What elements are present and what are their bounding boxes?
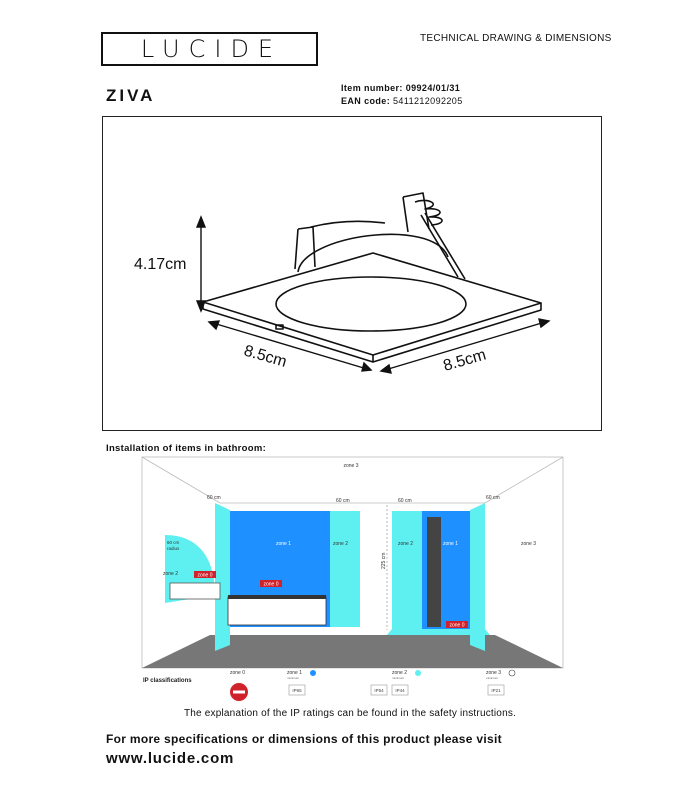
ean-label: EAN code: [341,96,391,106]
zone2-dot-icon [415,670,421,676]
ip-ratings-note: The explanation of the IP ratings can be found in the safety instructions. [183,708,517,719]
bathroom-section-title: Installation of items in bathroom: [106,443,267,454]
zone2-right-strip [470,503,485,651]
legend-zone3: zone 3 [486,670,502,676]
depth-label: 8.5cm [441,346,488,375]
zone2-bath-side [330,511,360,627]
zone2-shower-side [392,511,422,629]
zone0-bath-label: zone 0 [263,581,279,588]
dim-right: 60 cm [486,495,500,501]
technical-drawing-frame [102,116,602,431]
product-drawing [103,117,603,432]
zone2-left-strip [215,503,230,651]
document-type: TECHNICAL DRAWING & DIMENSIONS [420,33,612,44]
footer-specs-text: For more specifications or dimensions of this product please visit [106,732,502,746]
zone1-bath-label: zone 1 [276,541,292,547]
zone2-bath-label: zone 2 [333,541,349,547]
zone1-shower-label: zone 1 [443,541,459,547]
website-link[interactable]: www.lucide.com [106,750,235,767]
dim-mid-left: 60 cm [336,498,350,504]
radius-label-2: radius [167,546,180,551]
dim-mid-right: 60 cm [398,498,412,504]
item-number-value: 09924/01/31 [405,83,461,93]
ean-value: 5411212092205 [393,96,463,106]
zone3-dot-icon [509,670,515,676]
zone2-basin-label: zone 2 [163,571,179,577]
zone3-top-label: zone 3 [343,463,359,469]
product-name: ZIVA [106,86,156,105]
trim-plate-top [203,253,541,355]
zone0-basin-label: zone 0 [197,572,213,579]
legend-zone0: zone 0 [230,670,246,676]
ip21-label: IP21 [491,688,501,693]
ip-classifications-title: IP classifications [143,678,192,684]
legend-zone2: zone 2 [392,670,408,676]
radius-label-1: 60 cm [167,540,180,545]
light-opening [276,277,466,331]
brand-logo-text: LUCIDE [140,35,283,63]
ean-code-line [341,96,463,106]
ip65-label: IP65 [292,688,302,693]
height-225-label: 225 cm [381,552,387,569]
ip54-label: IP54 [374,688,384,693]
legend-zone3-min: minimum [486,676,499,680]
zone2-shower-label: zone 2 [398,541,414,547]
brand-logo [101,32,318,66]
zone3-right-label: zone 3 [521,541,537,547]
spring-clip [403,193,429,232]
width-label: 8.5cm [241,342,289,371]
legend-zone2-min: minimum [392,676,405,680]
bathroom-zones-diagram [140,455,565,705]
zone0-shower-label: zone 0 [449,622,465,629]
bathtub [228,597,326,625]
floor [142,635,563,668]
ip44-label: IP44 [395,688,405,693]
item-number-label: Item number: [341,83,403,93]
zone1-dot-icon [310,670,316,676]
basin [170,583,220,599]
legend-zone1-min: minimum [287,676,300,680]
dim-left: 60 cm [207,495,221,501]
shower-cabin [427,517,441,627]
legend-zone1: zone 1 [287,670,303,676]
height-label: 4.17cm [134,256,187,273]
item-number-line [341,83,460,93]
